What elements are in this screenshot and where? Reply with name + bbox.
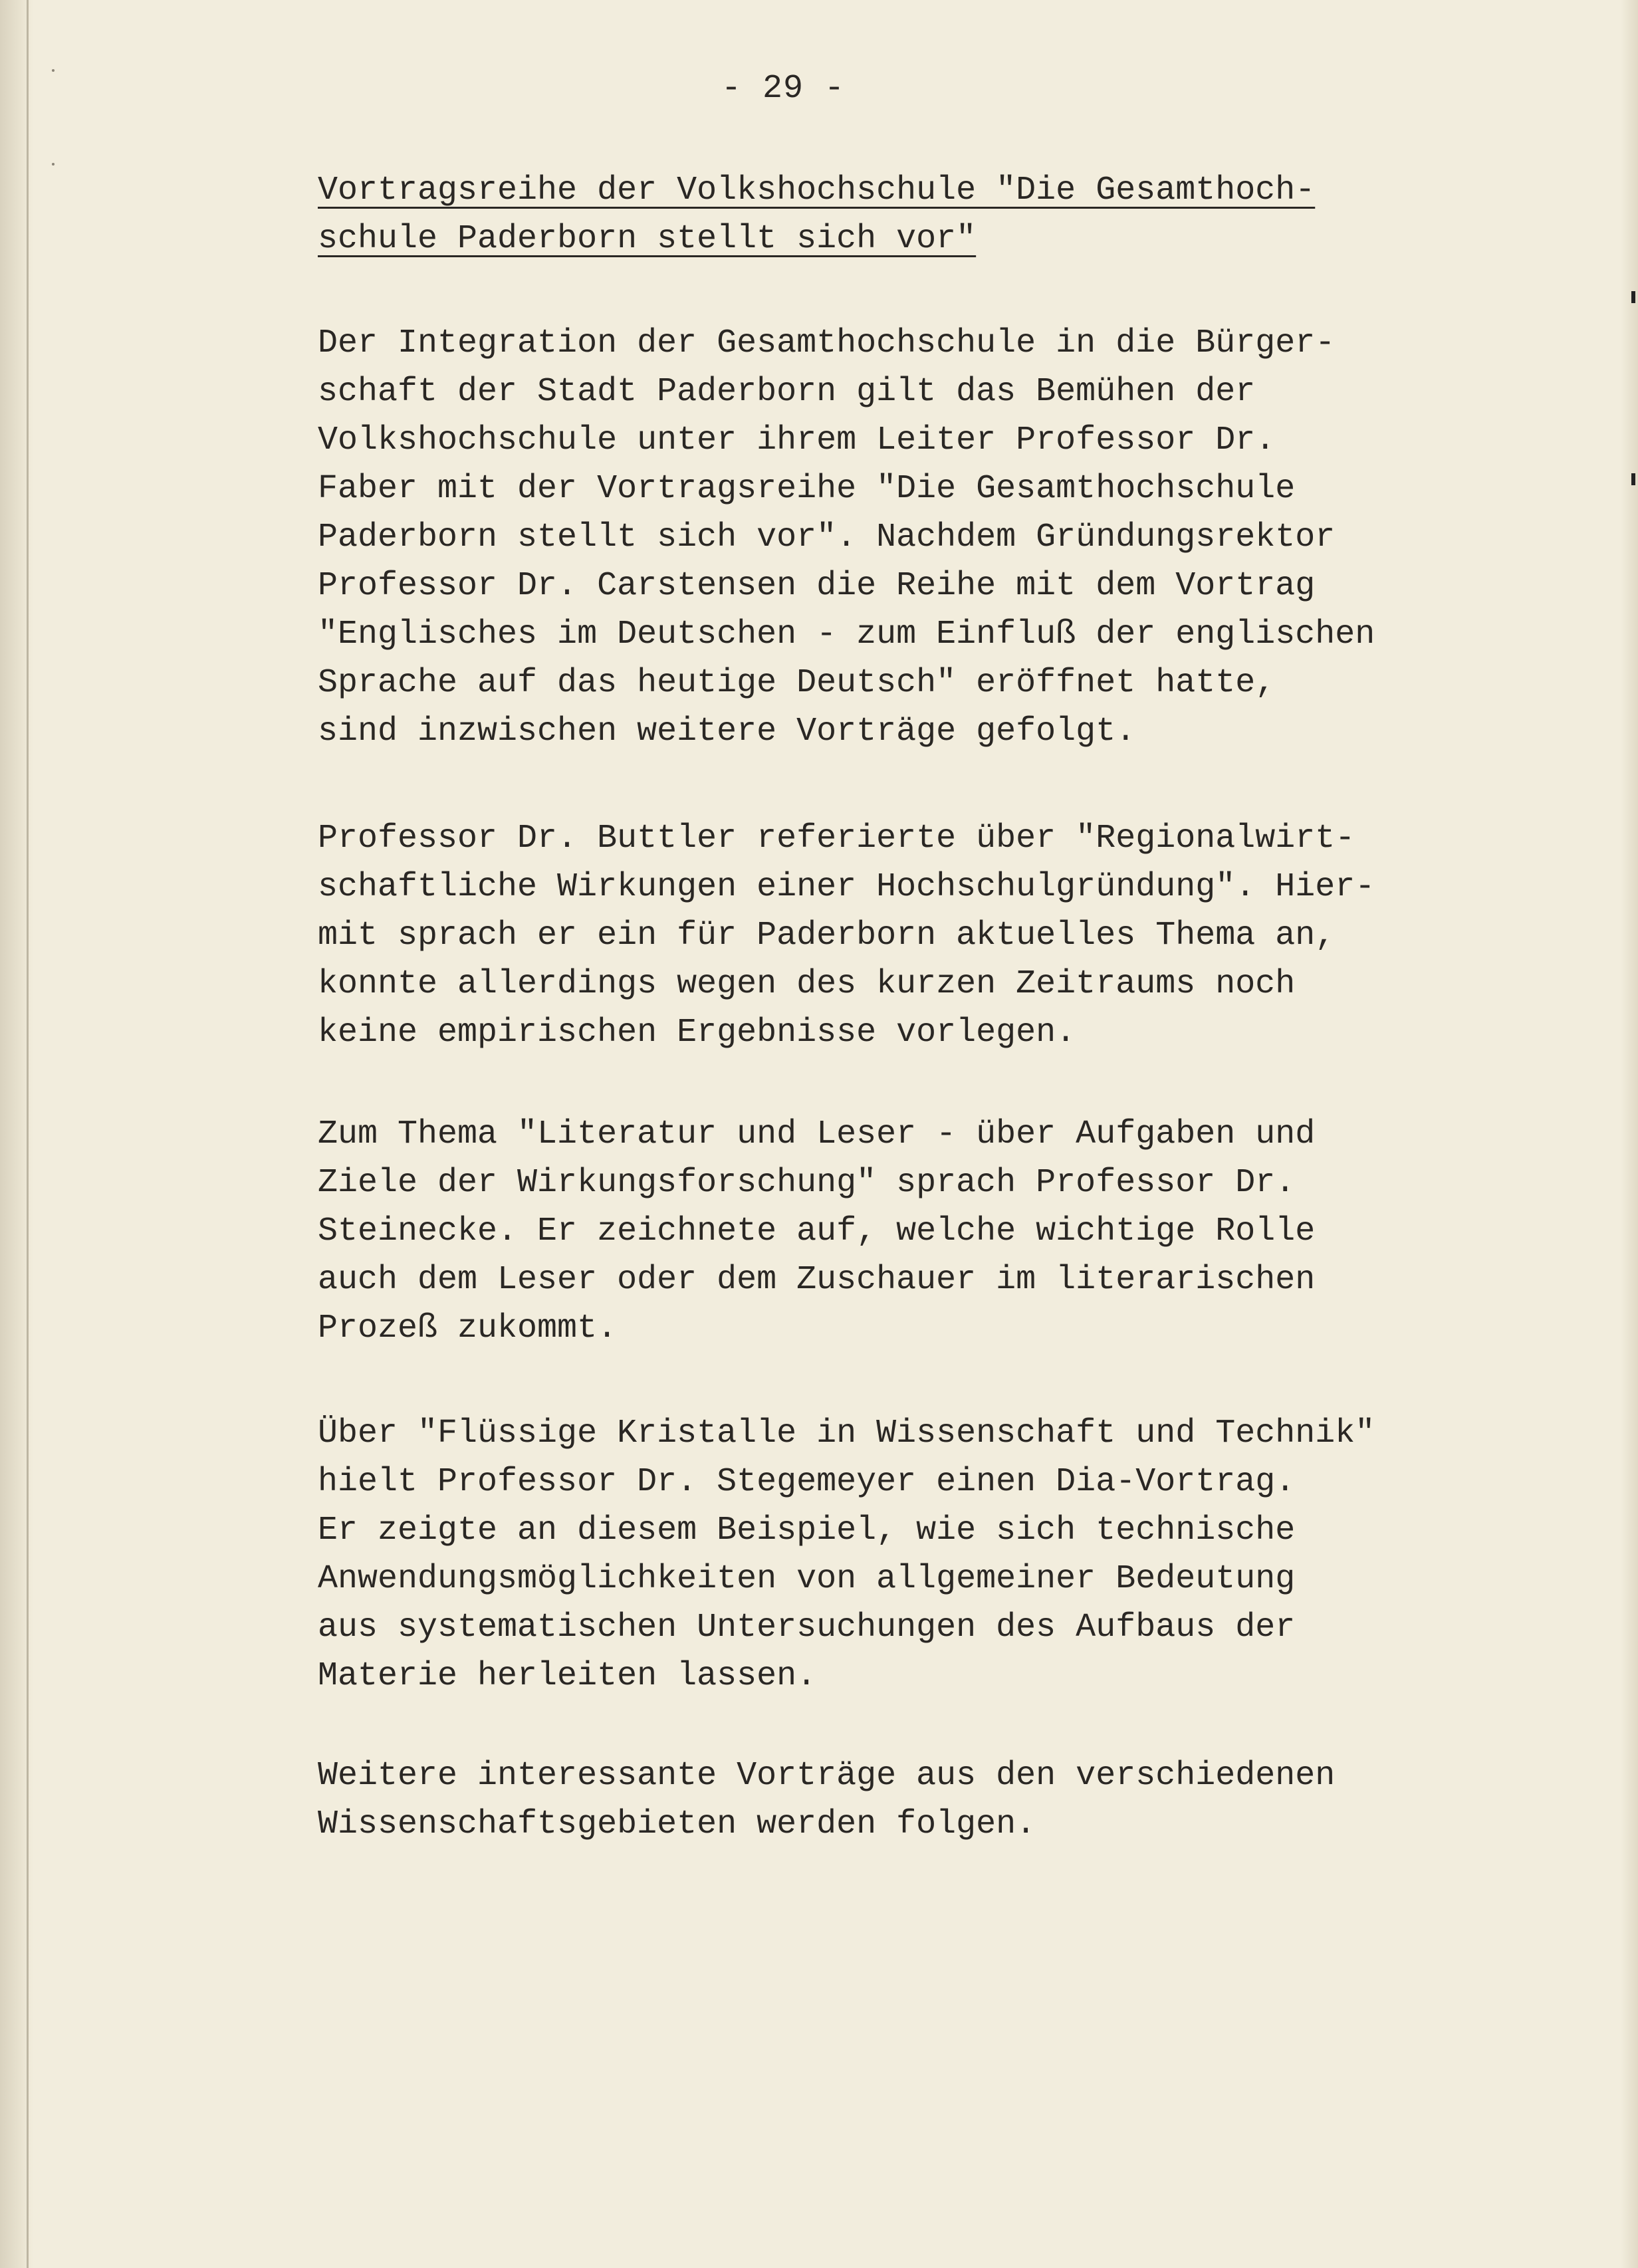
text-line: Ziele der Wirkungsforschung" sprach Professor Dr. bbox=[318, 1164, 1296, 1202]
edge-mark bbox=[1631, 473, 1635, 485]
right-page-edge bbox=[1621, 0, 1638, 2268]
text-line: aus systematischen Untersuchungen des Aufbaus der bbox=[318, 1609, 1296, 1646]
text-line: Wissenschaftsgebieten werden folgen. bbox=[318, 1805, 1036, 1843]
text-line: Faber mit der Vortragsreihe "Die Gesamthochschule bbox=[318, 470, 1296, 508]
paragraph-steinecke bbox=[318, 1110, 1448, 1353]
page-number: - 29 - bbox=[721, 70, 846, 108]
text-line: Paderborn stellt sich vor". Nachdem Gründungsrektor bbox=[318, 518, 1336, 556]
paragraph-integration bbox=[318, 319, 1448, 756]
binding-edge bbox=[27, 0, 29, 2268]
text-line: schaft der Stadt Paderborn gilt das Bemühen der bbox=[318, 373, 1256, 411]
paragraph-buttler bbox=[318, 814, 1448, 1057]
text-line: Steinecke. Er zeichnete auf, welche wichtige Rolle bbox=[318, 1212, 1316, 1250]
text-line: schaftliche Wirkungen einer Hochschulgründung". Hier- bbox=[318, 868, 1375, 906]
text-line: Weitere interessante Vorträge aus den verschiedenen bbox=[318, 1757, 1336, 1795]
text-line: "Englisches im Deutschen - zum Einfluß der englischen bbox=[318, 616, 1375, 653]
text-line: Materie herleiten lassen. bbox=[318, 1657, 817, 1695]
text-line: mit sprach er ein für Paderborn aktuelles Thema an, bbox=[318, 917, 1336, 955]
text-line: konnte allerdings wegen des kurzen Zeitraums noch bbox=[318, 965, 1296, 1003]
text-line: Professor Dr. Carstensen die Reihe mit dem Vortrag bbox=[318, 567, 1316, 605]
text-line: auch dem Leser oder dem Zuschauer im literarischen bbox=[318, 1261, 1316, 1299]
text-line: Professor Dr. Buttler referierte über "Regionalwirt- bbox=[318, 820, 1355, 857]
paragraph-stegemeyer bbox=[318, 1409, 1448, 1700]
text-line: Er zeigte an diesem Beispiel, wie sich technische bbox=[318, 1512, 1296, 1549]
paragraph-closing bbox=[318, 1752, 1448, 1849]
text-line: Sprache auf das heutige Deutsch" eröffnet hatte, bbox=[318, 664, 1276, 702]
text-line: Anwendungsmöglichkeiten von allgemeiner Bedeutung bbox=[318, 1560, 1296, 1598]
edge-mark bbox=[1631, 291, 1635, 303]
heading-line: schule Paderborn stellt sich vor" bbox=[318, 220, 977, 258]
text-line: Über "Flüssige Kristalle in Wissenschaft und Technik" bbox=[318, 1415, 1375, 1452]
text-line: Der Integration der Gesamthochschule in die Bürger- bbox=[318, 324, 1336, 362]
text-line: Prozeß zukommt. bbox=[318, 1309, 618, 1347]
text-line: sind inzwischen weitere Vorträge gefolgt. bbox=[318, 713, 1136, 750]
heading-line: Vortragsreihe der Volkshochschule "Die Gesamthoch- bbox=[318, 171, 1316, 209]
text-line: hielt Professor Dr. Stegemeyer einen Dia-Vortrag. bbox=[318, 1463, 1296, 1501]
margin-speck bbox=[52, 69, 55, 72]
text-line: keine empirischen Ergebnisse vorlegen. bbox=[318, 1014, 1076, 1052]
section-heading bbox=[318, 166, 1421, 263]
text-line: Zum Thema "Literatur und Leser - über Aufgaben und bbox=[318, 1115, 1316, 1153]
margin-speck bbox=[52, 163, 55, 166]
text-line: Volkshochschule unter ihrem Leiter Professor Dr. bbox=[318, 421, 1276, 459]
